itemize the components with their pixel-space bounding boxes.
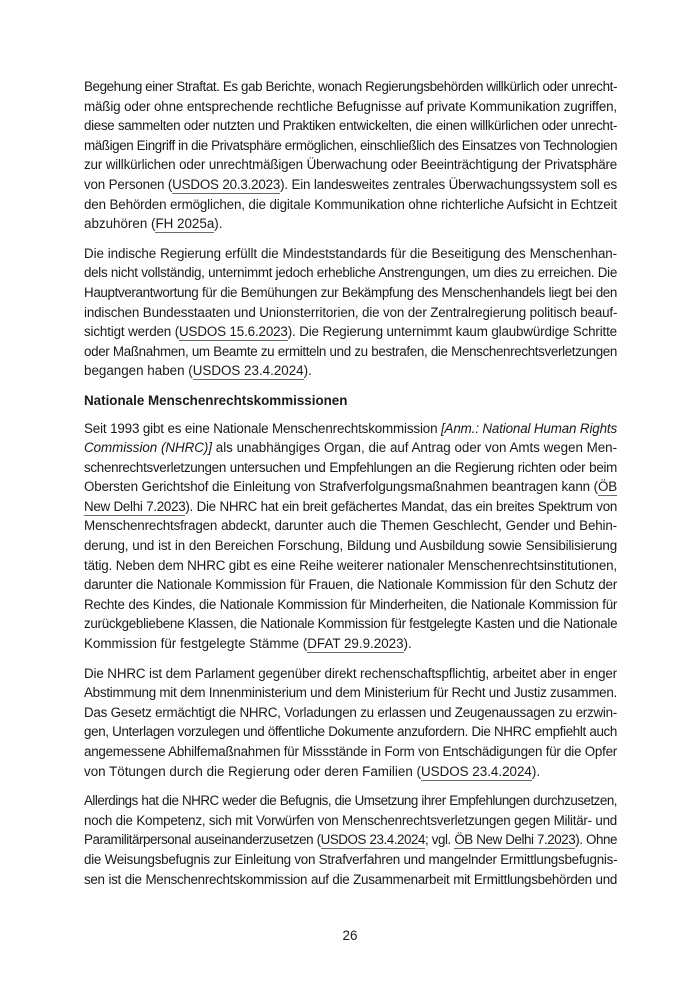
annotation-text: Commission (NHRC)]: [84, 440, 212, 456]
body-text: mäßig oder ohne entsprechende rechtliche Befugnisse auf private Kommunikation zugriffen,: [84, 98, 617, 114]
body-text: von Personen (: [84, 176, 173, 192]
source-citation-link[interactable]: DFAT 29.9.2023: [307, 636, 404, 652]
body-text: indischen Bundesstaaten und Unionsterritorien, die von der Zentralregierung politisch beauf-: [84, 304, 618, 320]
text-line: [84, 811, 617, 831]
text-line: [84, 850, 617, 870]
text-line: [84, 283, 617, 303]
body-text: Begehung einer Straftat. Es gab Berichte, wonach Regierungsbehörden willkürlich oder unrecht-: [84, 79, 617, 94]
body-text: mäßigen Eingriff in die Privatsphäre ermöglichen, einschließlich des Einsatzes von Technologien: [84, 137, 618, 153]
body-text: ).: [214, 216, 223, 232]
body-text: Paramilitärpersonal auseinanderzusetzen (: [84, 832, 321, 848]
text-line: [84, 195, 617, 215]
text-line: [84, 438, 617, 458]
text-line: [84, 722, 617, 742]
text-line: [84, 97, 617, 117]
body-text: Allerdings hat die NHRC weder die Befugnis, die Umsetzung ihrer Empfehlungen durchzusetzen,: [84, 793, 617, 809]
body-text: noch die Kompetenz, sich mit Vorwürfen von Menschenrechtsverletzungen gegen Militär- und: [84, 812, 617, 828]
text-line: [84, 263, 617, 283]
paragraph-nhrc-accountability: [84, 664, 617, 782]
body-text: Rechte des Kindes, die Nationale Kommission für Minderheiten, die Nationale Kommission für: [84, 596, 617, 612]
source-citation-link[interactable]: ÖB: [597, 479, 617, 495]
text-line: [84, 830, 617, 850]
text-line: [84, 516, 617, 536]
text-line: [84, 136, 617, 156]
text-line: [84, 634, 617, 654]
body-text: zur willkürlichen oder unrechtmäßigen Überwachung oder Beeinträchtigung der Privatsphäre: [84, 157, 617, 173]
source-citation-link[interactable]: ÖB New Delhi 7.2023: [454, 832, 576, 848]
text-line: [84, 77, 617, 97]
body-text: ). Die Regierung unternimmt kaum glaubwürdige Schritte: [287, 324, 617, 340]
body-text: sichtigt werden (: [84, 324, 180, 340]
text-line: [84, 595, 617, 615]
body-text: schenrechtsverletzungen untersuchen und Empfehlungen an die Regierung richten oder beim: [84, 459, 617, 475]
text-line: [84, 791, 617, 811]
text-line: [84, 303, 617, 323]
body-text: oder Maßnahmen, um Beamte zu ermitteln und zu bestrafen, die Menschenrechtsverletzungen: [84, 343, 617, 359]
body-text: ; vgl.: [425, 832, 455, 848]
text-line: [84, 214, 617, 234]
body-text: ).: [531, 763, 541, 779]
source-citation-link[interactable]: USDOS 15.6.2023: [179, 324, 288, 340]
body-text: angemessene Abhilfemaßnahmen für Missstände in Form von Entschädigungen für die Opfer: [84, 744, 617, 759]
paragraph-surveillance: [84, 77, 617, 234]
body-text: ).: [403, 636, 412, 652]
body-text: Die NHRC ist dem Parlament gegenüber direkt rechenschaftspflichtig, arbeitet aber in enger: [84, 665, 617, 681]
text-line: [84, 361, 617, 381]
body-text: ). Ein landesweites zentrales Überwachungssystem soll es: [280, 176, 617, 192]
source-citation-link[interactable]: FH 2025a: [155, 216, 215, 232]
body-text: den Behörden ermöglichen, die digitale Kommunikation ohne richterliche Aufsicht in Echtzeit: [84, 196, 617, 212]
text-line: [84, 742, 617, 762]
body-text: Kommission für festgelegte Stämme (: [84, 636, 308, 652]
body-text: abzuhören (: [84, 216, 156, 232]
body-text: derung, und ist in den Bereichen Forschung, Bildung und Ausbildung sowie Sensibilisierung: [84, 538, 617, 554]
page-number: 26: [342, 928, 358, 943]
paragraph-human-trafficking: [84, 244, 617, 381]
text-line: [84, 870, 617, 890]
text-line: [84, 116, 617, 136]
body-text: Menschenrechtsfragen abdeckt, darunter auch die Themen Geschlecht, Gender und Behin-: [84, 518, 617, 534]
body-text: diese sammelten oder nutzten und Praktiken entwickelten, die einen willkürlichen oder unrecht-: [84, 118, 617, 134]
document-body: [84, 77, 617, 899]
paragraph-nhrc-limitations: [84, 791, 617, 889]
text-line: [84, 762, 617, 782]
body-text: Abstimmung mit dem Innenministerium und dem Ministerium für Recht und Justiz zusammen.: [84, 685, 617, 701]
text-line: [84, 556, 617, 576]
source-citation-link[interactable]: USDOS 23.4.2024: [320, 832, 425, 848]
body-text: zurückgebliebene Klassen, die Nationale Kommission für festgelegte Kasten und die Nationale: [84, 616, 618, 632]
body-text: Obersten Gerichtshof die Einleitung von Strafverfolgungsmaßnahmen beantragen kann (: [84, 479, 598, 495]
body-text: dels nicht vollständig, unternimmt jedoch erhebliche Anstrengungen, um dies zu erreichen. Die: [84, 265, 617, 281]
text-line: [84, 342, 617, 362]
body-text: sen ist die Menschenrechtskommission auf die Zusammenarbeit mit Ermittlungsbehörden und: [84, 871, 617, 887]
body-text: ). Ohne: [575, 832, 617, 848]
text-line: [84, 477, 617, 497]
text-line: [84, 575, 617, 595]
body-text: Das Gesetz ermächtigt die NHRC, Vorladungen zu erlassen und Zeugenaussagen zu erzwin-: [84, 704, 617, 720]
body-text: tätig. Neben dem NHRC gibt es eine Reihe weiterer nationaler Menschenrechtsinstitutionen,: [84, 557, 617, 573]
body-text: Seit 1993 gibt es eine Nationale Menschenrechtskommission: [84, 420, 441, 436]
text-line: [84, 683, 617, 703]
text-line: [84, 155, 617, 175]
section-heading: Nationale Menschenrechtskommissionen: [84, 392, 348, 408]
annotation-text: [Anm.: National Human Rights: [440, 420, 617, 436]
text-line: [84, 322, 617, 342]
source-citation-link[interactable]: USDOS 23.4.2024: [420, 763, 532, 779]
text-line: [84, 175, 617, 195]
source-citation-link[interactable]: New Delhi 7.2023: [84, 498, 186, 514]
body-text: von Tötungen durch die Regierung oder deren Familien (: [84, 763, 421, 779]
text-line: [84, 244, 617, 264]
body-text: als unabhängiges Organ, die auf Antrag oder von Amts wegen Men-: [211, 440, 617, 456]
text-line: [84, 703, 617, 723]
text-line: [84, 664, 617, 684]
text-line: [84, 419, 617, 439]
body-text: ). Die NHRC hat ein breit gefächertes Mandat, das ein breites Spektrum von: [185, 498, 617, 514]
body-text: ).: [303, 363, 312, 379]
source-citation-link[interactable]: USDOS 20.3.2023: [172, 176, 281, 192]
paragraph-nhrc-intro: [84, 419, 617, 654]
text-line: [84, 458, 617, 478]
text-line: [84, 536, 617, 556]
text-line: [84, 497, 617, 517]
body-text: begangen haben (: [84, 363, 193, 379]
body-text: darunter die Nationale Kommission für Frauen, die Nationale Kommission für den Schutz der: [84, 577, 617, 593]
body-text: die Weisungsbefugnis zur Einleitung von Strafverfahren und mangelnder Ermittlungsbefugnis-: [84, 851, 618, 867]
source-citation-link[interactable]: USDOS 23.4.2024: [192, 363, 304, 379]
body-text: Die indische Regierung erfüllt die Mindeststandards für die Beseitigung des Menschenhan-: [84, 245, 617, 261]
body-text: gen, Unterlagen vorzulegen und öffentliche Dokumente anzufordern. Die NHRC empfiehlt auch: [84, 724, 617, 740]
text-line: [84, 614, 617, 634]
body-text: Hauptverantwortung für die Bemühungen zur Bekämpfung des Menschenhandels liegt bei den: [84, 284, 617, 300]
